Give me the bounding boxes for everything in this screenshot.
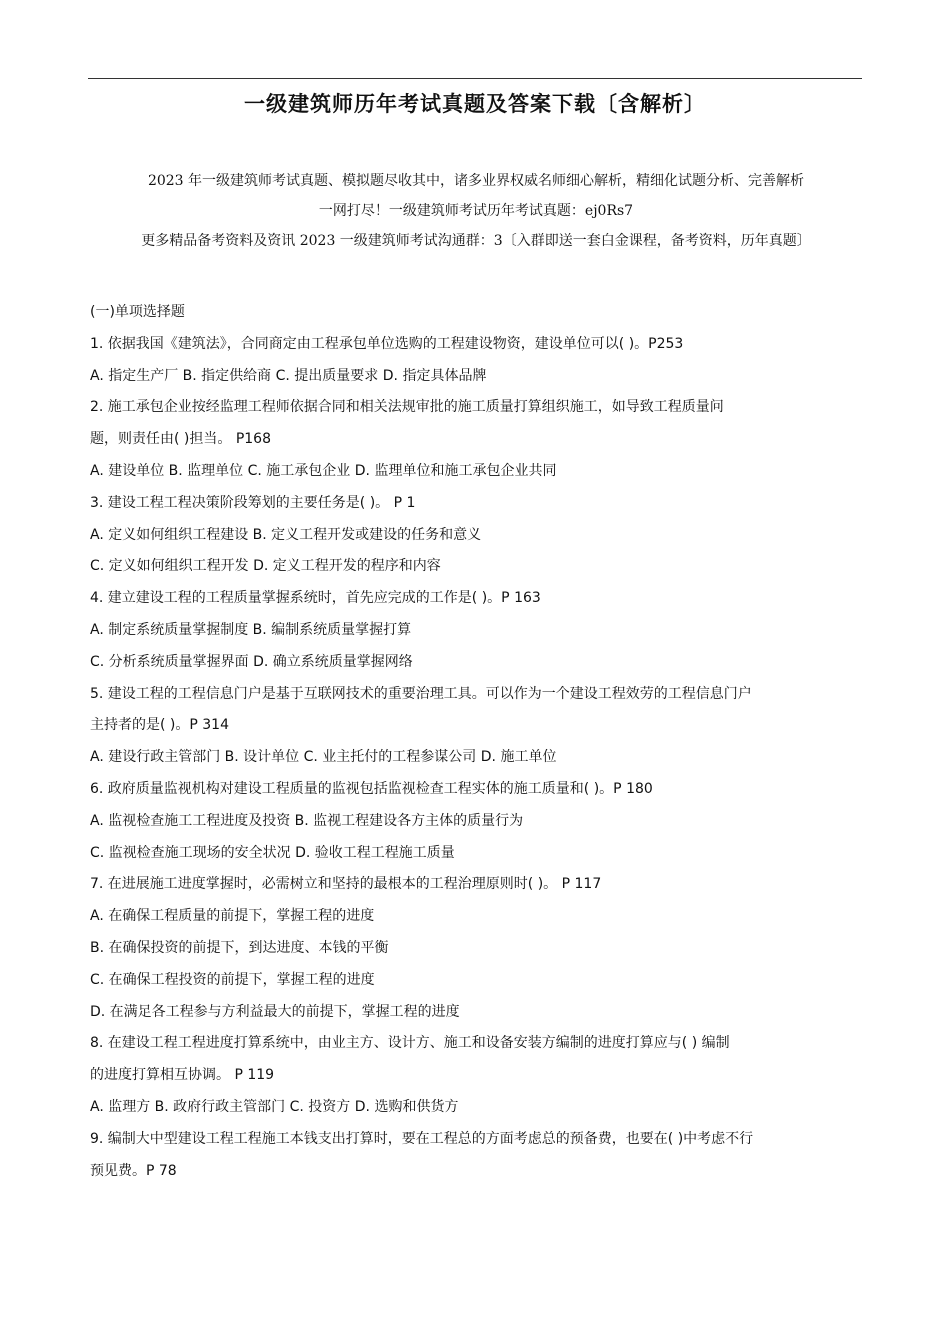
section-heading: (一)单项选择题 bbox=[90, 304, 185, 320]
answer-options: C. 定义如何组织工程开发 D. 定义工程开发的程序和内容 bbox=[90, 558, 441, 575]
question-text-continued: 主持者的是( )。P 314 bbox=[90, 717, 229, 734]
intro-line: 2023 年一级建筑师考试真题、模拟题尽收其中，诸多业界权威名师细心解析，精细化试题分析、完善解析 bbox=[147, 173, 805, 189]
answer-options: A. 建设行政主管部门 B. 设计单位 C. 业主托付的工程参谋公司 D. 施工单位 bbox=[90, 749, 557, 766]
answer-options: A. 监理方 B. 政府行政主管部门 C. 投资方 D. 选购和供货方 bbox=[90, 1098, 459, 1115]
answer-option: D. 在满足各工程参与方利益最大的前提下，掌握工程的进度 bbox=[90, 1003, 460, 1020]
question-text: 9. 编制大中型建设工程工程施工本钱支出打算时，要在工程总的方面考虑总的预备费，也要在( )中考虑不行 bbox=[90, 1130, 754, 1147]
answer-options: A. 定义如何组织工程建设 B. 定义工程开发或建设的任务和意义 bbox=[90, 526, 482, 543]
intro-line: 一网打尽！一级建筑师考试历年考试真题：ej0Rs7 bbox=[318, 203, 634, 219]
answer-option: B. 在确保投资的前提下，到达进度、本钱的平衡 bbox=[90, 939, 389, 956]
question-text: 7. 在进展施工进度掌握时，必需树立和坚持的最根本的工程治理原则时( )。 P 117 bbox=[90, 876, 602, 893]
answer-option: C. 在确保工程投资的前提下，掌握工程的进度 bbox=[90, 971, 375, 988]
question-text: 3. 建设工程工程决策阶段筹划的主要任务是( )。 P 1 bbox=[90, 494, 416, 511]
question-list bbox=[90, 297, 870, 1187]
answer-option: A. 在确保工程质量的前提下，掌握工程的进度 bbox=[90, 908, 375, 925]
question-text: 6. 政府质量监视机构对建设工程质量的监视包括监视检查工程实体的施工质量和( )。P 180 bbox=[90, 780, 653, 797]
answer-options: A. 建设单位 B. 监理单位 C. 施工承包企业 D. 监理单位和施工承包企业共同 bbox=[90, 462, 557, 479]
intro-block bbox=[88, 166, 864, 256]
answer-options: C. 监视检查施工现场的安全状况 D. 验收工程工程施工质量 bbox=[90, 844, 455, 861]
answer-options: C. 分析系统质量掌握界面 D. 确立系统质量掌握网络 bbox=[90, 653, 413, 670]
question-text: 2. 施工承包企业按经监理工程师依据合同和相关法规审批的施工质量打算组织施工，如导致工程质量问 bbox=[90, 399, 724, 416]
answer-options: A. 指定生产厂 B. 指定供给商 C. 提出质量要求 D. 指定具体品牌 bbox=[90, 367, 487, 384]
intro-line: 更多精品备考资料及资讯 2023 一级建筑师考试沟通群：3〔入群即送一套白金课程，备考资料，历年真题〕 bbox=[141, 233, 811, 249]
header-rule bbox=[88, 78, 862, 79]
question-text: 5. 建设工程的工程信息门户是基于互联网技术的重要治理工具。可以作为一个建设工程效劳的工程信息门户 bbox=[90, 685, 752, 702]
question-text-continued: 预见费。P 78 bbox=[90, 1162, 177, 1179]
answer-options: A. 监视检查施工工程进度及投资 B. 监视工程建设各方主体的质量行为 bbox=[90, 812, 524, 829]
document-title: 一级建筑师历年考试真题及答案下载〔含解析〕 bbox=[244, 92, 706, 116]
answer-options: A. 制定系统质量掌握制度 B. 编制系统质量掌握打算 bbox=[90, 621, 412, 638]
question-text: 8. 在建设工程工程进度打算系统中，由业主方、设计方、施工和设备安装方编制的进度打算应与( ) 编制 bbox=[90, 1035, 730, 1052]
question-text: 4. 建立建设工程的工程质量掌握系统时，首先应完成的工作是( )。P 163 bbox=[90, 590, 541, 607]
question-text-continued: 的进度打算相互协调。 P 119 bbox=[90, 1067, 275, 1084]
question-text-continued: 题，则责任由( )担当。 P168 bbox=[90, 431, 271, 448]
question-text: 1. 依据我国《建筑法》，合同商定由工程承包单位选购的工程建设物资，建设单位可以( )。P253 bbox=[90, 335, 684, 352]
